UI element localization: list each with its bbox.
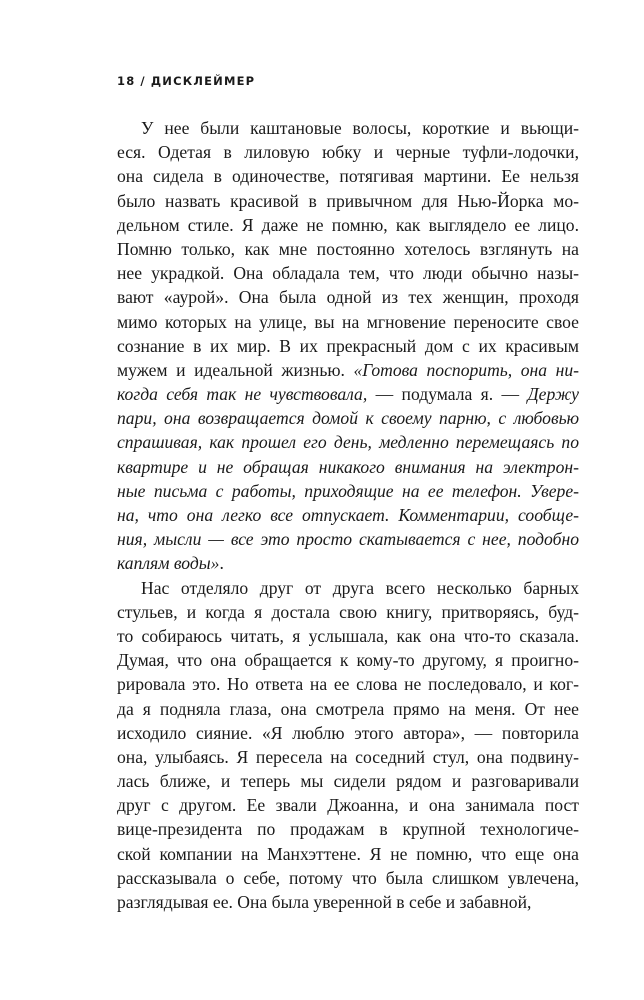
- text-run: лась ближе, и теперь мы сидели рядом и разговаривали: [117, 771, 579, 792]
- text-line: [117, 817, 579, 841]
- text-line: [117, 769, 579, 793]
- text-line: [117, 430, 579, 454]
- italic-text: когда себя так не чувствовала,: [117, 384, 368, 405]
- text-line: [117, 793, 579, 817]
- text-line: [117, 334, 579, 358]
- paragraph: [117, 576, 579, 915]
- text-line: [117, 551, 579, 575]
- text-run: Помню только, как мне постоянно хотелось взглянуть на: [117, 238, 579, 259]
- text-run: еся. Одетая в лиловую юбку и черные туфли-лодочки,: [117, 142, 579, 163]
- text-run: вице-президента по продажам в крупной технологиче-: [117, 819, 579, 840]
- text-line: [117, 164, 579, 188]
- italic-text: пари, она возвращается домой к своему парню, с любовью: [117, 408, 579, 429]
- italic-text: каплям воды»: [117, 553, 220, 574]
- text-line: [117, 527, 579, 551]
- text-line: [117, 745, 579, 769]
- text-line: [117, 237, 579, 261]
- text-run: было назвать красивой в привычном для Нью-Йорка мо-: [117, 190, 579, 211]
- text-line: [117, 455, 579, 479]
- text-run: она сидела в одиночестве, потягивая мартини. Ее нельзя: [117, 166, 579, 187]
- text-run: разглядывая ее. Она была уверенной в себе и забавной,: [117, 892, 532, 912]
- text-line: [117, 406, 579, 430]
- text-run: У нее были каштановые волосы, короткие и вьющи-: [141, 118, 579, 138]
- text-line: [117, 285, 579, 309]
- text-line: [117, 382, 579, 406]
- italic-text: квартире и не обращая никакого внимания на электрон-: [117, 456, 579, 477]
- text-line: [117, 890, 579, 914]
- text-line: [117, 140, 579, 164]
- text-line: [117, 189, 579, 213]
- text-run: ской компании на Манхэттене. Я не помню, что еще она: [117, 843, 579, 864]
- page-number: 18: [117, 74, 136, 88]
- italic-text: на, что она легко все отпускает. Комментарии, сообще-: [117, 505, 579, 525]
- text-run: нее украдкой. Она обладала тем, что люди обычно назы-: [117, 263, 579, 284]
- text-line: [117, 866, 579, 890]
- text-line: [117, 672, 579, 696]
- text-run: Нас отделяло друг от друга всего несколько барных: [141, 577, 579, 598]
- body-text: [117, 116, 579, 914]
- text-run: мимо которых на улице, вы на мгновение переносите свое: [117, 311, 579, 332]
- text-line: [117, 116, 579, 140]
- running-header: [117, 74, 255, 88]
- text-run: друг с другом. Ее звали Джоанна, и она занимала пост: [117, 795, 579, 816]
- italic-text: спрашивая, как прошел его день, медленно перемещаясь по: [117, 432, 579, 453]
- italic-text: ные письма с работы, приходящие на ее телефон. Увере-: [117, 480, 579, 501]
- text-run: да я подняла глаза, она смотрела прямо на меня. От нее: [117, 698, 579, 719]
- text-line: [117, 503, 579, 527]
- text-line: [117, 697, 579, 721]
- text-line: [117, 213, 579, 237]
- text-line: [117, 648, 579, 672]
- text-run: рассказывала о себе, потому что была слишком увлечена,: [117, 867, 579, 888]
- text-line: [117, 624, 579, 648]
- text-run: исходило сияние. «Я люблю этого автора», — повторила: [117, 722, 579, 743]
- text-line: [117, 310, 579, 334]
- text-run: стульев, и когда я достала свою книгу, притворяясь, буд-: [117, 601, 579, 622]
- text-line: [117, 721, 579, 745]
- text-line: [117, 479, 579, 503]
- italic-text: Держу: [527, 384, 579, 405]
- text-run: .: [219, 553, 224, 574]
- text-run: рировала это. Но ответа на ее слова не последовало, и ког-: [117, 674, 579, 695]
- text-line: [117, 261, 579, 285]
- paragraph: [117, 116, 579, 576]
- text-line: [117, 358, 579, 382]
- text-run: то собираюсь читать, я услышала, как она что-то сказала.: [117, 625, 579, 646]
- text-run: Думая, что она обращается к кому-то другому, я проигно-: [117, 650, 579, 671]
- text-run: сознание в их мир. В их прекрасный дом с их красивым: [117, 335, 579, 356]
- text-run: — подумала я. —: [367, 384, 528, 405]
- text-line: [117, 842, 579, 866]
- italic-text: ния, мысли — все это просто скатывается с нее, подобно: [117, 529, 579, 550]
- text-run: вают «аурой». Она была одной из тех женщин, проходя: [117, 287, 579, 308]
- text-line: [117, 576, 579, 600]
- text-run: она, улыбаясь. Я пересела на соседний стул, она подвину-: [117, 746, 579, 767]
- header-separator: /: [140, 74, 146, 88]
- text-line: [117, 600, 579, 624]
- text-run: дельном стиле. Я даже не помню, как выглядело ее лицо.: [117, 214, 579, 235]
- section-title: ДИСКЛЕЙМЕР: [150, 74, 256, 88]
- text-run: мужем и идеальной жизнью.: [117, 359, 354, 380]
- italic-text: «Готова поспорить, она ни-: [353, 359, 579, 380]
